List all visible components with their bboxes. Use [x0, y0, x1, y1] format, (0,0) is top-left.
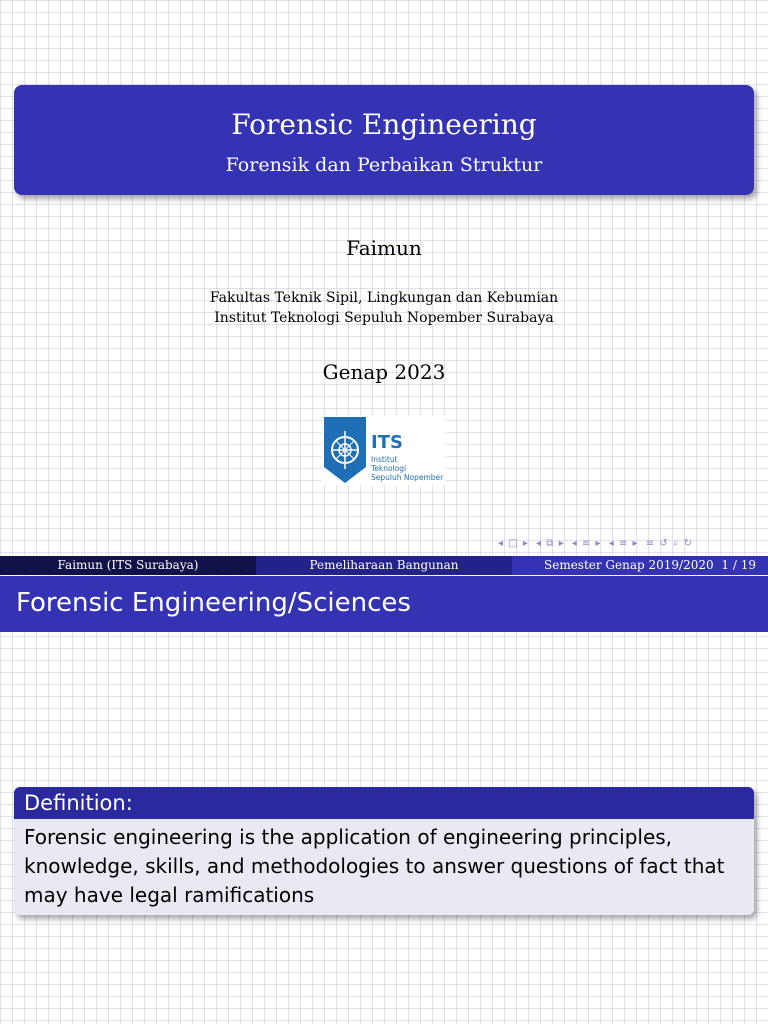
presentation-date: Genap 2023: [322, 360, 446, 384]
nav-prev-frame-icon[interactable]: ◂ □ ▸: [498, 538, 529, 549]
footer-date-page: [512, 556, 768, 575]
definition-title: Definition:: [14, 787, 754, 819]
title-box: [14, 85, 754, 195]
footer-page-number: 1 / 19: [721, 558, 756, 572]
nav-section-icon[interactable]: ◂ ≡ ▸: [608, 538, 639, 549]
its-wordmark: ITS: [371, 432, 403, 453]
footer-semester: Semester Genap 2019/2020: [544, 558, 714, 572]
definition-block: [14, 787, 754, 915]
its-shield-icon: [324, 417, 366, 483]
slide-footer: [0, 556, 768, 575]
frame-title-bar: [0, 576, 768, 632]
frame-title: Forensic Engineering/Sciences: [16, 588, 411, 618]
nav-subsection-icon[interactable]: ◂ ≡ ▸: [571, 538, 602, 549]
its-logo: [322, 415, 446, 485]
definition-text: Forensic engineering is the application of engineering principles, knowledge, skills, and methodologies to answer questions of fact that may have legal ramifications: [14, 819, 754, 915]
institute-name: Institut Teknologi Sepuluh Nopember Surabaya: [214, 310, 554, 326]
institute-faculty: Fakultas Teknik Sipil, Lingkungan dan Kebumian: [209, 290, 559, 306]
its-logo-line1: Institut: [371, 455, 398, 464]
presentation-subtitle: Forensik dan Perbaikan Struktur: [225, 154, 543, 176]
footer-course: Pemeliharaan Bangunan: [256, 556, 512, 575]
beamer-navigation-bar: [498, 537, 760, 551]
nav-search-icon[interactable]: ≡ ↺ ⌕ ↻: [645, 538, 693, 549]
its-logo-line2: Teknologi: [371, 464, 407, 473]
presentation-title: Forensic Engineering: [231, 108, 537, 141]
author-name: Faimun: [346, 236, 422, 260]
its-logo-line3: Sepuluh Nopember: [371, 473, 444, 482]
footer-author: Faimun (ITS Surabaya): [0, 556, 256, 575]
nav-frame-icon[interactable]: ◂ ⧉ ▸: [536, 538, 565, 549]
